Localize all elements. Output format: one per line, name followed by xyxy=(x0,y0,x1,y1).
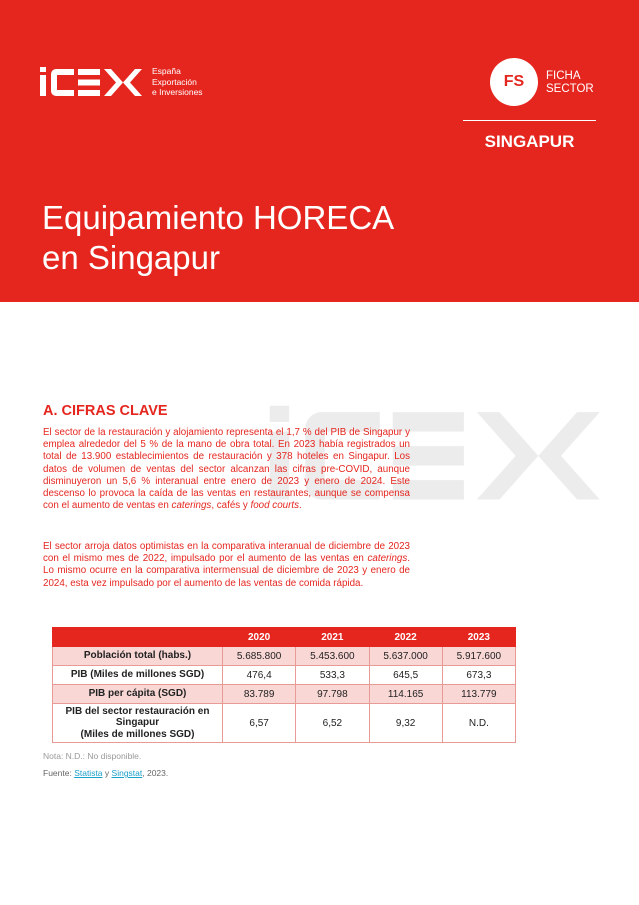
table-cell: 673,3 xyxy=(442,666,515,685)
statista-link[interactable]: Statista xyxy=(74,768,103,778)
table-header-year: 2020 xyxy=(223,628,296,647)
table-cell: 5.637.000 xyxy=(369,647,442,666)
page-title: Equipamiento HORECA en Singapur xyxy=(42,199,395,276)
singstat-link[interactable]: Singstat xyxy=(111,768,143,778)
table-cell: 6,52 xyxy=(296,704,369,743)
table-cell: 83.789 xyxy=(223,685,296,704)
row-label: PIB (Miles de millones SGD) xyxy=(53,666,223,685)
table-cell: 5.453.600 xyxy=(296,647,369,666)
table-header-year: 2021 xyxy=(296,628,369,647)
divider xyxy=(463,120,596,121)
table-cell: 114.165 xyxy=(369,685,442,704)
fs-badge: FS xyxy=(490,58,538,106)
table-row xyxy=(53,685,516,704)
ficha-sector-label: FICHA SECTOR xyxy=(546,70,594,95)
table-header-year: 2022 xyxy=(369,628,442,647)
table-row xyxy=(53,647,516,666)
table-cell: 645,5 xyxy=(369,666,442,685)
country-label: SINGAPUR xyxy=(484,132,575,151)
table-cell: 113.779 xyxy=(442,685,515,704)
section-title: A. CIFRAS CLAVE xyxy=(43,403,168,419)
table-header-year: 2023 xyxy=(442,628,515,647)
row-label: PIB del sector restauración en Singapur (Miles de millones SGD) xyxy=(53,704,223,743)
paragraph-2: El sector arroja datos optimistas en la comparativa interanual de diciembre de 2023 con el mismo mes de 2022, impulsado por el aumento de las ventas en caterings. Lo mismo ocurre en la comparativa intermensual de diciembre de 2023 y enero de 2024, esta vez impulsado por el aumento de las ventas de comida rápida. xyxy=(43,541,410,589)
table-cell: 6,57 xyxy=(223,704,296,743)
logo-subtitle: España Exportación e Inversiones xyxy=(152,66,203,97)
table-cell: 97.798 xyxy=(296,685,369,704)
table-cell: 476,4 xyxy=(223,666,296,685)
key-figures-table xyxy=(52,627,516,743)
header-banner xyxy=(0,0,639,302)
table-header-corner xyxy=(53,628,223,647)
table-cell: 5.685.800 xyxy=(223,647,296,666)
row-label: PIB per cápita (SGD) xyxy=(53,685,223,704)
table-cell: 9,32 xyxy=(369,704,442,743)
row-label: Población total (habs.) xyxy=(53,647,223,666)
table-row xyxy=(53,704,516,743)
table-cell: 5.917.600 xyxy=(442,647,515,666)
table-note: Nota: N.D.: No disponible. xyxy=(43,751,142,761)
table-cell: N.D. xyxy=(442,704,515,743)
table-cell: 533,3 xyxy=(296,666,369,685)
paragraph-1: El sector de la restauración y alojamiento representa el 1,7 % del PIB de Singapur y emplea alrededor del 5 % de la mano de obra total. En 2023 había registrados un total de 13.900 establecimientos de restauración y 378 hoteles en Singapur. Los datos de volumen de ventas del sector alcanzan las cifras pre-COVID, aunque disminuyeron un 5,6 % interanual entre enero de 2023 y enero de 2024. Este descenso lo provoca la caída de las ventas en restaurantes, aunque se compensa con el aumento de ventas en caterings, cafés y food courts. xyxy=(43,427,410,512)
icex-logo xyxy=(40,64,144,98)
table-row xyxy=(53,666,516,685)
source-line: Fuente: Statista y Singstat, 2023. xyxy=(43,768,169,778)
table-header-row xyxy=(53,628,516,647)
